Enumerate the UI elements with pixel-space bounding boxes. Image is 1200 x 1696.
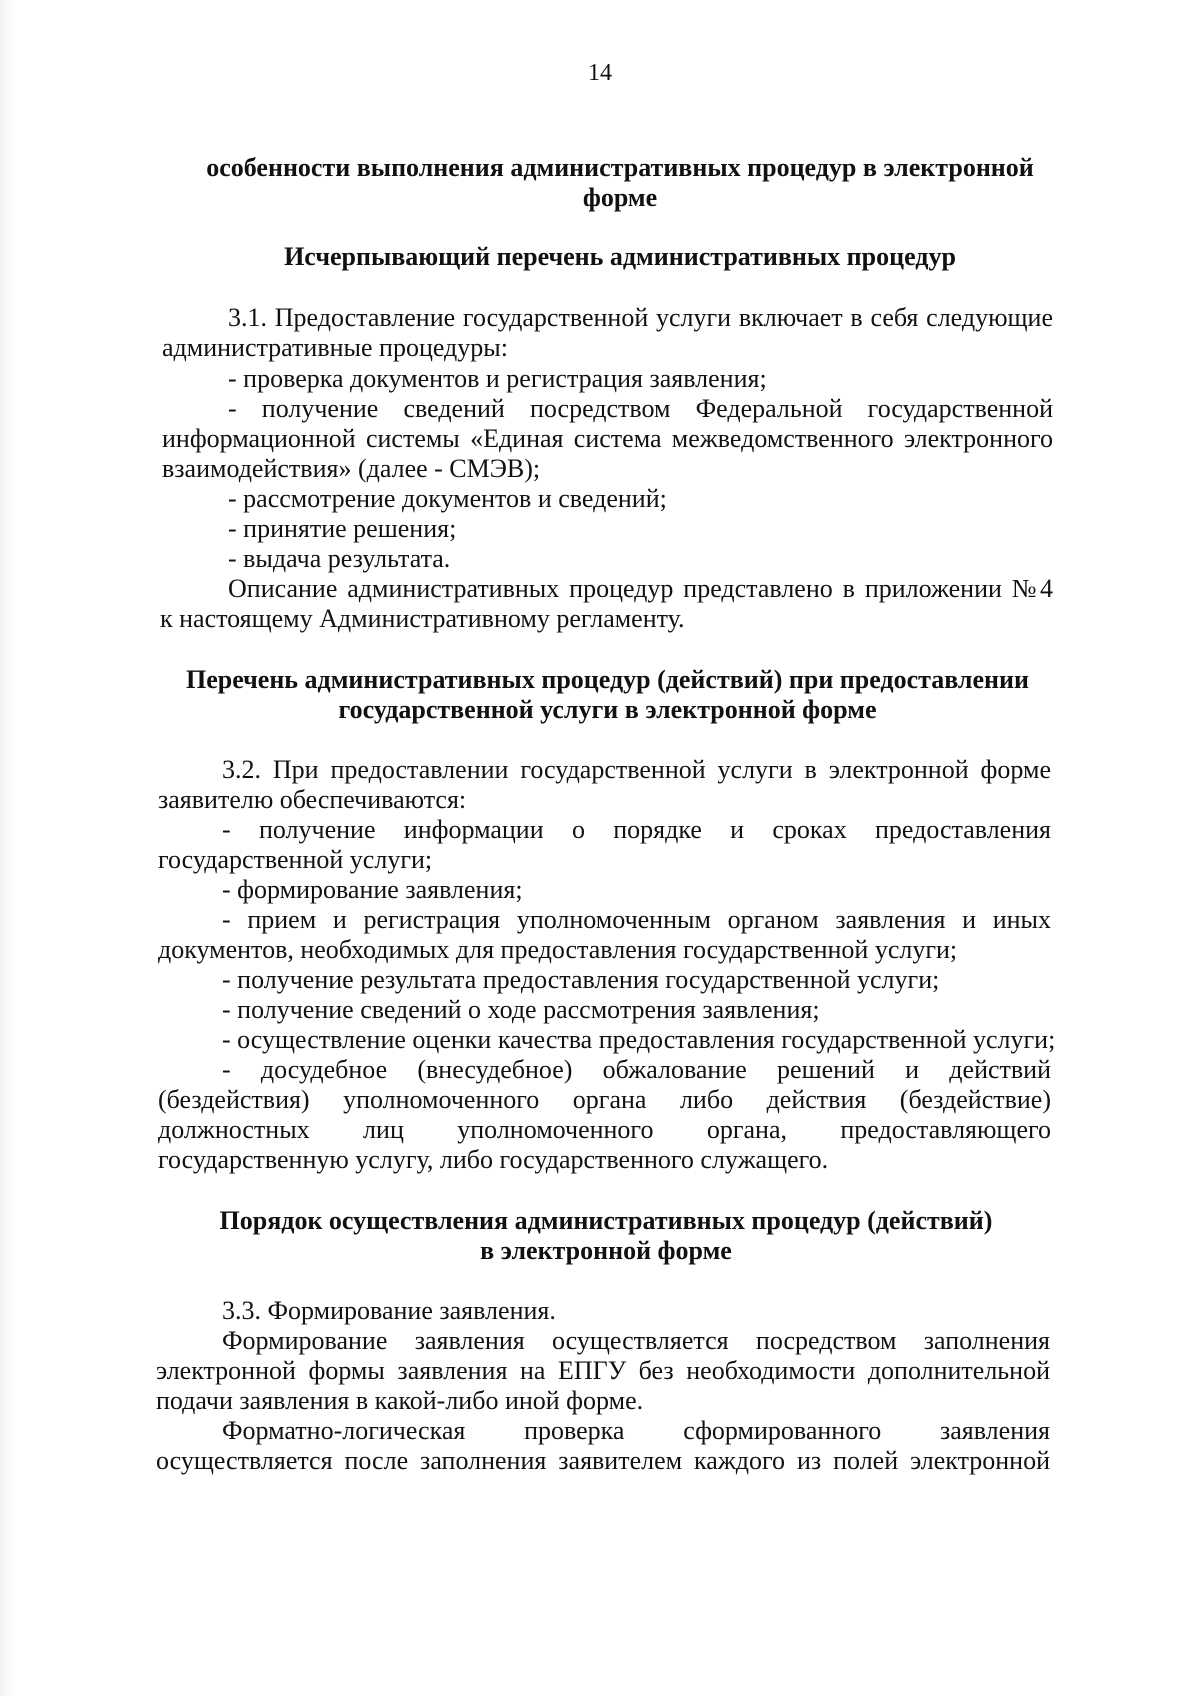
list-item-continuation: государственную услугу, либо государственного служащего. bbox=[158, 1145, 829, 1174]
section-heading-line: особенности выполнения административных процедур в электронной bbox=[206, 153, 1034, 182]
list-item: - прием и регистрация уполномоченным органом заявления и иных bbox=[222, 905, 1051, 934]
list-item: - формирование заявления; bbox=[222, 875, 523, 904]
page-number: 14 bbox=[588, 60, 612, 86]
list-item: - принятие решения; bbox=[228, 514, 457, 543]
paragraph-line: подачи заявления в какой-либо иной форме. bbox=[156, 1386, 644, 1415]
paragraph-line: заявителю обеспечиваются: bbox=[158, 785, 467, 814]
list-item: - досудебное (внесудебное) обжалование решений и действий bbox=[222, 1055, 1051, 1084]
list-item-continuation: взаимодействия» (далее - СМЭВ); bbox=[162, 454, 541, 483]
paragraph-line: 3.1. Предоставление государственной услуги включает в себя следующие bbox=[228, 303, 1053, 332]
paragraph-line: осуществляется после заполнения заявителем каждого из полей электронной bbox=[156, 1446, 1050, 1475]
paragraph-line: Форматно-логическая проверка сформированного заявления bbox=[222, 1416, 1050, 1445]
list-item-continuation: (бездействия) уполномоченного органа либо действия (бездействие) bbox=[158, 1085, 1051, 1114]
subsection-title: 3.3. Формирование заявления. bbox=[222, 1296, 556, 1325]
paragraph-line: электронной формы заявления на ЕПГУ без необходимости дополнительной bbox=[156, 1356, 1050, 1385]
section-heading-line: государственной услуги в электронной форме bbox=[338, 695, 877, 724]
section-heading-line: Порядок осуществления административных процедур (действий) bbox=[219, 1206, 993, 1235]
list-item: - осуществление оценки качества предоставления государственной услуги; bbox=[222, 1025, 1056, 1054]
scan-edge bbox=[0, 0, 14, 1696]
list-item-continuation: документов, необходимых для предоставления государственной услуги; bbox=[158, 935, 958, 964]
list-item-continuation: государственной услуги; bbox=[158, 845, 433, 874]
list-item: - получение сведений посредством Федеральной государственной bbox=[228, 394, 1053, 423]
list-item-continuation: должностных лиц уполномоченного органа, предоставляющего bbox=[158, 1115, 1051, 1144]
list-item: - проверка документов и регистрация заявления; bbox=[228, 364, 767, 393]
list-item: - рассмотрение документов и сведений; bbox=[228, 484, 667, 513]
paragraph-line: Описание административных процедур представлено в приложении №4 bbox=[228, 574, 1053, 603]
list-item: - получение информации о порядке и сроках предоставления bbox=[222, 815, 1051, 844]
paragraph-line: административные процедуры: bbox=[162, 333, 508, 362]
list-item-continuation: информационной системы «Единая система межведомственного электронного bbox=[162, 424, 1053, 453]
paragraph-line: к настоящему Административному регламенту. bbox=[160, 604, 685, 633]
paragraph-line: 3.2. При предоставлении государственной услуги в электронной форме bbox=[222, 755, 1051, 784]
section-heading-line: в электронной форме bbox=[480, 1236, 732, 1265]
section-heading-line: Перечень административных процедур (действий) при предоставлении bbox=[186, 665, 1029, 694]
list-item: - получение результата предоставления государственной услуги; bbox=[222, 965, 940, 994]
section-heading: Исчерпывающий перечень административных процедур bbox=[284, 242, 956, 271]
list-item: - получение сведений о ходе рассмотрения заявления; bbox=[222, 995, 820, 1024]
section-heading-line: форме bbox=[582, 183, 658, 212]
paragraph-line: Формирование заявления осуществляется посредством заполнения bbox=[222, 1326, 1050, 1355]
list-item: - выдача результата. bbox=[228, 544, 451, 573]
